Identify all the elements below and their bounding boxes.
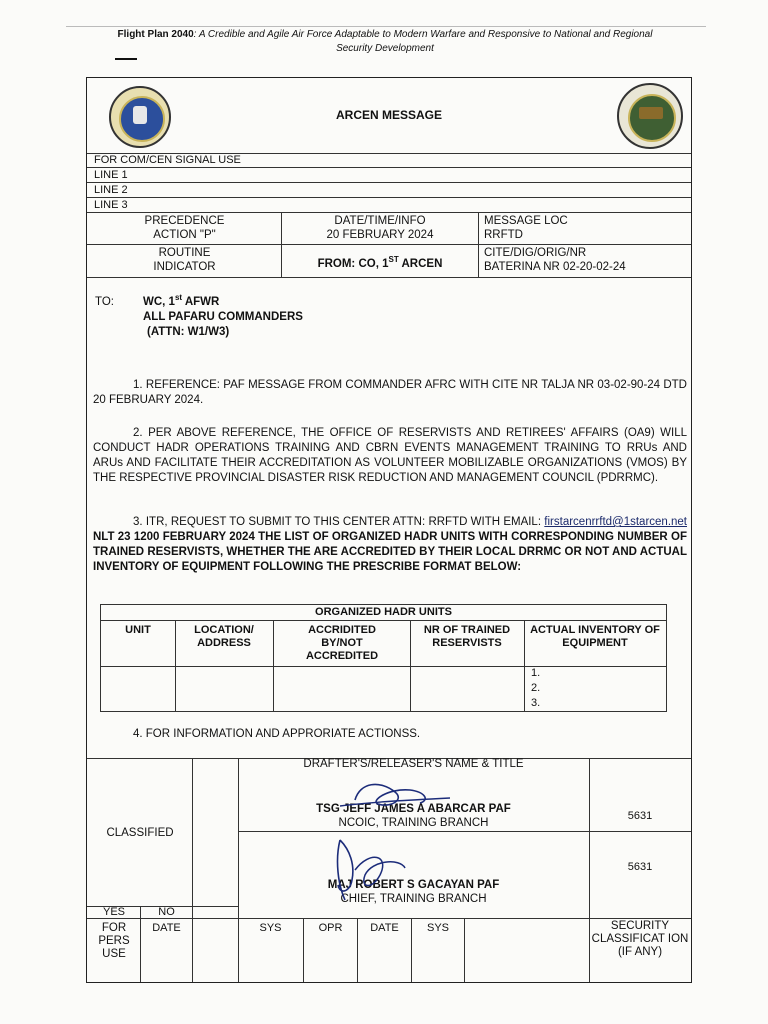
paragraph-3 (93, 515, 687, 575)
title-row (87, 78, 691, 154)
inventory-item-1: 1. (531, 667, 541, 679)
col-trained: NR OF TRAINED RESERVISTS (423, 624, 511, 649)
drafter-name: TSG JEFF JAMES A ABARCAR PAF (316, 803, 511, 815)
grid-rule (478, 213, 479, 277)
sys-label-1: SYS (259, 922, 282, 934)
comcen-signal-label: FOR COM/CEN SIGNAL USE (94, 154, 241, 166)
inventory-item-3: 3. (531, 697, 541, 709)
flight-plan-subtitle: : A Credible and Agile Air Force Adaptable to Modern Warfare and Responsive to National and Regional (193, 29, 653, 40)
from-sup: ST (388, 255, 399, 264)
from-prefix: FROM: CO, 1 (317, 257, 389, 270)
grid-rule (87, 277, 691, 278)
dti-cell (282, 214, 478, 242)
to-line-3: (ATTN: W1/W3) (147, 325, 230, 338)
paragraph-4 (93, 727, 687, 742)
line-2-label: LINE 2 (94, 184, 128, 196)
opr-label: OPR (318, 922, 343, 934)
routine-label: ROUTINE (158, 247, 211, 259)
hadr-table-rule (100, 604, 101, 712)
line-3-row (87, 198, 691, 213)
paragraph-3-text-a: 3. ITR, REQUEST TO SUBMIT TO THIS CENTER ATTN: RRFTD WITH EMAIL: (133, 516, 545, 528)
hadr-table-rule (100, 711, 667, 712)
action-value: ACTION "P" (153, 229, 216, 241)
header-dash (115, 58, 137, 60)
line-2-row (87, 183, 691, 198)
to-label: TO: (95, 295, 114, 308)
hadr-table-rule (666, 604, 667, 712)
releaser-tel: 5631 (627, 861, 653, 873)
message-title: ARCEN MESSAGE (335, 108, 442, 122)
for-pers-use-label: FOR PERS USE (98, 922, 130, 960)
line-3-label: LINE 3 (94, 199, 128, 211)
from-cell (282, 253, 478, 271)
security-classification-label: SECURITY CLASSIFICAT ION (IF ANY) (591, 920, 689, 958)
cite-label: CITE/DIG/ORIG/NR (484, 247, 587, 259)
precedence-label: PRECEDENCE (144, 215, 225, 227)
paragraph-4-text: 4. FOR INFORMATION AND APPRORIATE ACTIONSS. (133, 728, 421, 740)
hadr-table-title: ORGANIZED HADR UNITS (315, 606, 452, 618)
flight-plan-header (60, 28, 710, 56)
indicator-label: INDICATOR (153, 261, 216, 273)
date-label-2: DATE (370, 922, 399, 934)
hadr-table-rule (524, 620, 525, 712)
message-date: 20 FEBRUARY 2024 (326, 229, 434, 241)
hadr-table-rule (100, 604, 667, 605)
releaser-position: CHIEF, TRAINING BRANCH (340, 893, 487, 905)
line-1-label: LINE 1 (94, 169, 128, 181)
footer-rule (238, 831, 691, 832)
comcen-signal-row (87, 153, 691, 168)
inventory-item-2: 2. (531, 682, 541, 694)
precedence-cell (88, 214, 281, 242)
to-line-1-sup: st (174, 293, 183, 302)
to-line-1-prefix: WC, 1 (143, 295, 175, 308)
line-1-row (87, 168, 691, 183)
flight-plan-subtitle-line2: Security Development (336, 43, 434, 54)
routine-cell (88, 246, 281, 274)
classified-label: CLASSIFIED (106, 827, 174, 839)
drafter-position: NCOIC, TRAINING BRANCH (338, 817, 489, 829)
footer-rule (192, 758, 193, 982)
footer-rule (464, 918, 465, 982)
hadr-table-rule (100, 666, 667, 667)
col-inventory: ACTUAL INVENTORY OF EQUIPMENT (530, 624, 660, 649)
col-unit: UNIT (125, 624, 151, 636)
arcen-seal (617, 83, 683, 149)
yes-label: YES (102, 906, 125, 918)
paragraph-1-text: 1. REFERENCE: PAF MESSAGE FROM COMMANDER AFRC WITH CITE NR TALJA NR 03-02-90-24 DTD 20 FEBRUARY 2024. (93, 379, 687, 406)
footer-rule (238, 758, 239, 982)
paragraph-2-text: 2. PER ABOVE REFERENCE, THE OFFICE OF RESERVISTS AND RETIREES' AFFAIRS (OA9) WILL CONDUCT HADR OPERATIONS TRAINING AND CBRN EVENTS MANAGEMENT TRAINING TO RRUs AND ARUs AND FACILITATE THEIR ACCREDITATION AS VOLUNTEER MOBILIZABLE ORGANIZATIONS (VMOS) BY THE RESPECTIVE PROVINCIAL DISASTER RISK REDUCTION AND MANAGEMENT COUNCIL (PDRRMC). (93, 427, 687, 484)
paragraph-3-text-b: NLT 23 1200 FEBRUARY 2024 THE LIST OF ORGANIZED HADR UNITS WITH CORRESPONDING NUMBER OF TRAINED RESERVISTS, WHETHER THE ARE ACCREDITED BY THEIR LOCAL DRRMC OR NOT AND ACTUAL INVENTORY OF EQUIPMENT FOLLOWING THE PRESCRIBE FORMAT BELOW: (93, 531, 687, 573)
to-line-1-suffix: AFWR (182, 295, 220, 308)
paragraph-2 (93, 426, 687, 486)
col-location: LOCATION/ ADDRESS (194, 624, 254, 649)
cite-cell (484, 246, 689, 274)
header-rule (66, 26, 706, 27)
addressee-block (95, 290, 303, 340)
email-link[interactable]: firstarcenrrftd@1starcen.net (544, 516, 687, 528)
loc-label: MESSAGE LOC (484, 215, 568, 227)
grid-rule (87, 244, 691, 245)
releaser-name: MAJ ROBERT S GACAYAN PAF (327, 879, 500, 891)
loc-value: RRFTD (484, 229, 523, 241)
to-line-2: ALL PAFARU COMMANDERS (143, 310, 303, 323)
drafter-title-label: DRAFTER'S/RELEASER'S NAME & TITLE (303, 758, 524, 770)
col-accredited: ACCRIDITED BY/NOT ACCREDITED (305, 624, 379, 662)
loc-cell (484, 214, 689, 242)
hadr-table-rule (100, 620, 667, 621)
dti-label: DATE/TIME/INFO (334, 215, 426, 227)
hadr-table-rule (175, 620, 176, 712)
hadr-table-rule (410, 620, 411, 712)
sys-label-2: SYS (426, 922, 449, 934)
no-label: NO (158, 906, 175, 918)
drafter-tel: 5631 (627, 810, 653, 822)
from-suffix: ARCEN (398, 257, 443, 270)
flight-plan-title: Flight Plan 2040 (117, 29, 194, 40)
date-label: DATE (152, 922, 181, 934)
paragraph-1 (93, 378, 687, 408)
hadr-table-rule (273, 620, 274, 712)
cite-value: BATERINA NR 02-20-02-24 (484, 261, 626, 273)
